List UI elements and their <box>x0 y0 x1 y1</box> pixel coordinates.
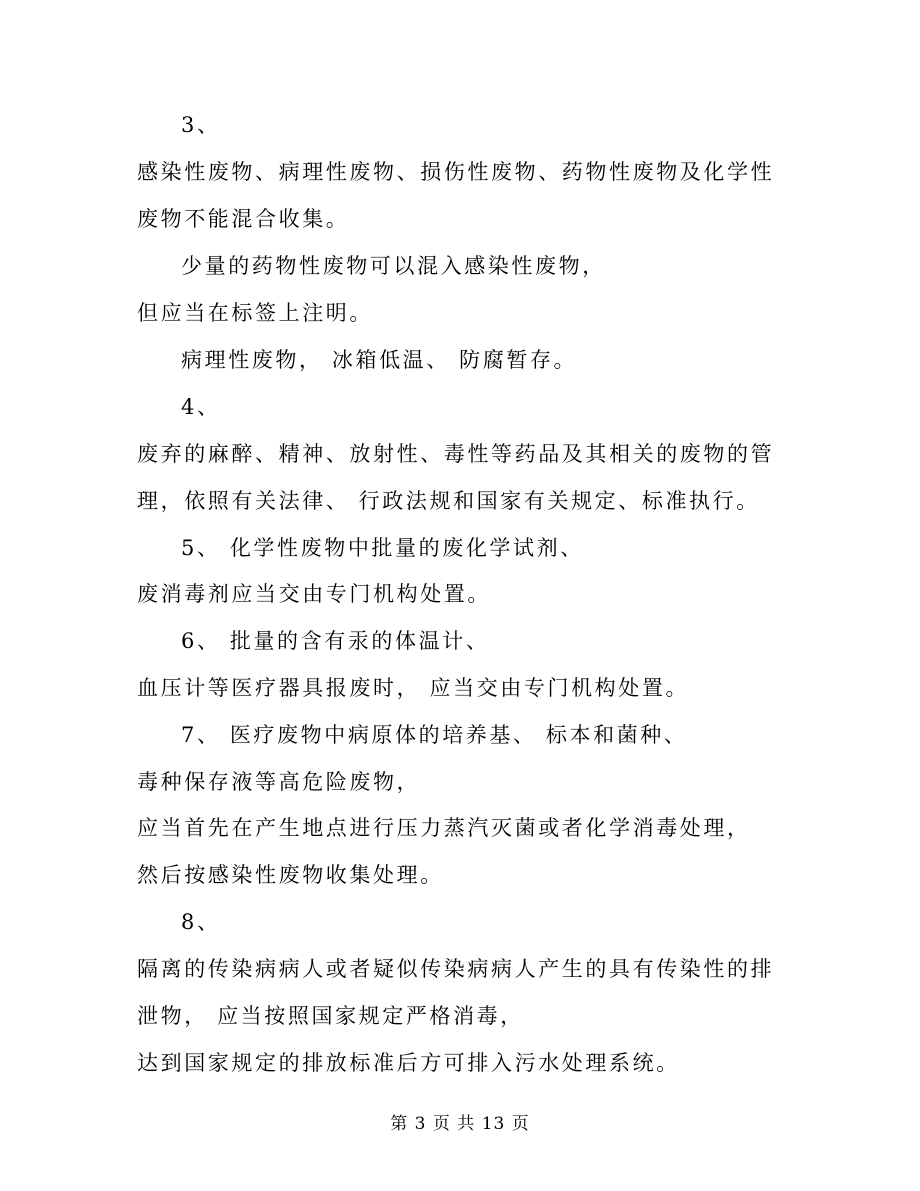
paragraph-line: 废弃的麻醉、精神、放射性、毒性等药品及其相关的废物的管 <box>137 442 775 466</box>
paragraph-line: 达到国家规定的排放标准后方可排入污水处理系统。 <box>137 1051 680 1075</box>
paragraph-line: 然后按感染性废物收集处理。 <box>137 863 444 887</box>
paragraph-line: 血压计等医疗器具报废时， 应当交由专门机构处置。 <box>137 676 690 700</box>
paragraph-line: 泄物， 应当按照国家规定严格消毒， <box>137 1004 524 1028</box>
paragraph-line: 但应当在标签上注明。 <box>137 301 373 325</box>
paragraph-line: 7、 医疗废物中病原体的培养基、 标本和菌种、 <box>181 723 688 747</box>
page-footer: 第 3 页 共 13 页 <box>390 1114 530 1134</box>
paragraph-line: 3、 <box>181 113 221 137</box>
paragraph-line: 感染性废物、病理性废物、损伤性废物、药物性废物及化学性 <box>137 160 775 184</box>
paragraph-line: 少量的药物性废物可以混入感染性废物， <box>181 254 606 278</box>
paragraph-line: 毒种保存液等高危险废物， <box>137 770 421 794</box>
paragraph-line: 5、 化学性废物中批量的废化学试剂、 <box>181 536 584 560</box>
paragraph-line: 废消毒剂应当交由专门机构处置。 <box>137 582 491 606</box>
paragraph-line: 4、 <box>181 395 221 419</box>
paragraph-line: 隔离的传染病病人或者疑似传染病病人产生的具有传染性的排 <box>137 957 775 981</box>
paragraph-line: 理，依照有关法律、 行政法规和国家有关规定、标准执行。 <box>137 489 760 513</box>
paragraph-line: 应当首先在产生地点进行压力蒸汽灭菌或者化学消毒处理， <box>137 816 751 840</box>
paragraph-line: 病理性废物， 冰箱低温、 防腐暂存。 <box>181 348 578 372</box>
paragraph-line: 6、 批量的含有汞的体温计、 <box>181 629 490 653</box>
paragraph-line: 废物不能混合收集。 <box>137 207 350 231</box>
paragraph-line: 8、 <box>181 910 221 934</box>
